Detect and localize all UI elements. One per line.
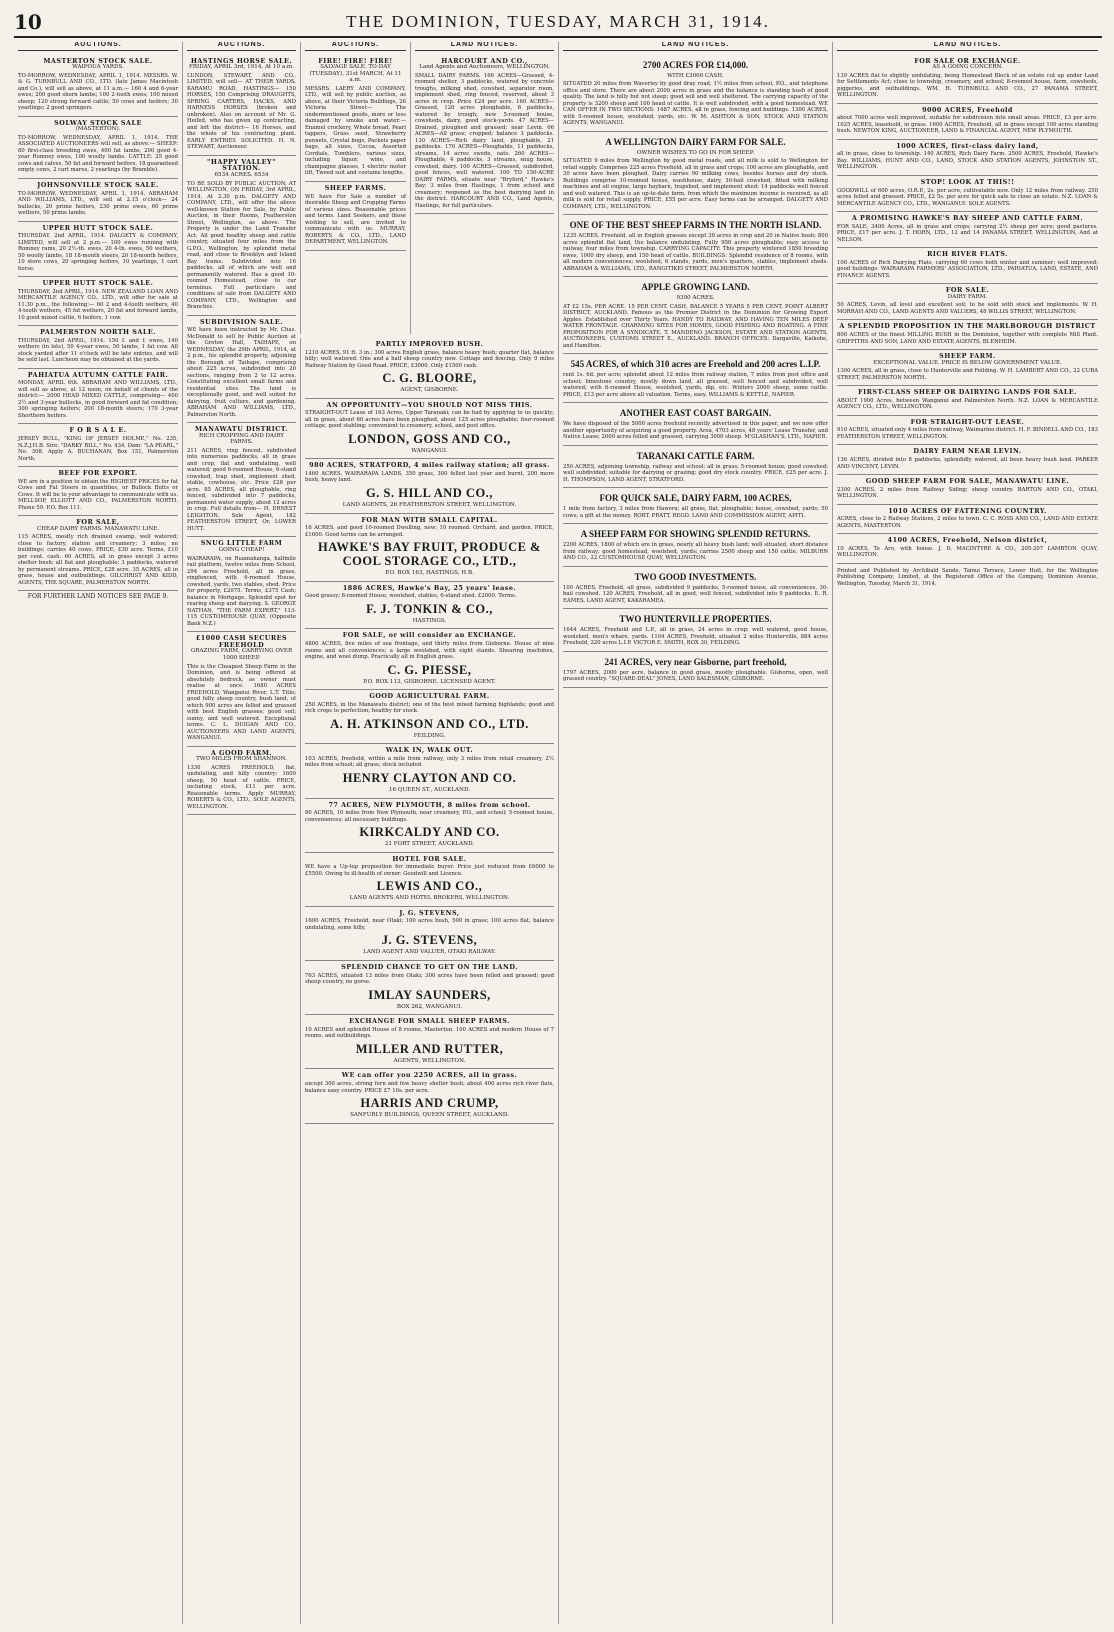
ad-body-text: AT £2 15s. PER ACRE. 15 PER CENT. CASH, BALANCE 5 YEARS 5 PER CENT. POINT ALBERT DISTRICT, AUCKLAND. Famous as the Premier District in the Dominion for Growing Export Apples. Established over Thirty Years. HANDY TO RAILWAY, AND HAVING TEN MILES DEEP WATER FRONTAGE. CHARMING SITES FOR HOMES, GOOD FISHING AND BOATING. A FINE PROPOSITION FOR A SYNDICATE. T. MANDENO JACKSON, ESTATE AND STATION AGENTS, AUCTIONEERS, CUSTOMS STREET E., AUCKLAND. BRANCH OFFICES: Dargaville, Kaikohe, and Hamilton. <box>563 303 828 349</box>
ad-headline: TWO HUNTERVILLE PROPERTIES. <box>619 614 772 625</box>
ad-headline: AN OPPORTUNITY—YOU SHOULD NOT MISS THIS. <box>326 400 533 409</box>
ad-headline: A SHEEP FARM FOR SHOWING SPLENDID RETURNS. <box>580 529 811 540</box>
ad-body-text: TO-MORROW, WEDNESDAY, APRIL 1, 1914. ABRAHAM AND WILLIAMS, LTD., will sell at 2.15 o'clock— 24 bullocks, 20 prime heifers, 230 prime ewes, 60 prime wethers, 50 prime lambs. <box>18 190 178 217</box>
ad-headline: 241 ACRES, very near Gisborne, part freehold, <box>604 656 787 667</box>
ad-headline: 1010 ACRES OF FATTENING COUNTRY. <box>888 506 1047 515</box>
ad-body-text: 763 ACRES, situated 13 miles from Otaki; 300 acres have been felled and grassed; good sheep country, no gorse. <box>305 972 554 986</box>
ad-subhead: AS A GOING CONCERN. <box>932 64 1003 71</box>
advertisement <box>563 354 828 403</box>
advertisement <box>837 534 1098 564</box>
advertisement <box>563 55 828 132</box>
column-land-notices-3 <box>832 42 1102 1624</box>
advertisement <box>305 799 554 853</box>
ad-subhead: (MASTERTON). <box>75 126 121 133</box>
column-header: LAND NOTICES. <box>415 42 554 51</box>
ad-headline: A SPLENDID PROPOSITION IN THE MARLBOROUGH DISTRICT <box>839 322 1096 331</box>
advertisement <box>305 514 554 582</box>
agent-address: AGENTS, WELLINGTON. <box>393 1057 466 1064</box>
column-header: LAND NOTICES. <box>837 42 1098 51</box>
advertisement <box>305 961 554 1015</box>
advertisement <box>837 505 1098 535</box>
ad-headline: TARANAKI CATTLE FARM. <box>636 450 755 461</box>
ad-headline: FOR MAN WITH SMALL CAPITAL. <box>361 515 498 524</box>
ad-body-text: WE have a Up-top proposition for immediate buyer. Price just reduced from £6000 to £5500. Owing to ill-health of owner. Goodwill and Licence. <box>305 864 554 877</box>
agent-name: HARRIS AND CRUMP, <box>360 1096 499 1111</box>
agent-address: LAND AGENT AND VALUER, OTAKI RAILWAY. <box>363 949 496 956</box>
column-land-notices-1 <box>410 42 558 334</box>
advertisement <box>563 567 828 610</box>
ad-headline: FOR SALE, or will consider an EXCHANGE. <box>342 631 517 640</box>
advertisement <box>837 212 1098 248</box>
ad-headline: WE can offer you 2250 ACRES, all in grass. <box>341 1071 518 1080</box>
advertisement <box>305 582 554 630</box>
advertisement <box>837 350 1098 386</box>
agent-address: FEILDING. <box>413 732 446 739</box>
advertisement <box>837 386 1098 416</box>
ad-body-text: 1644 ACRES, Freehold and L.P., all in grass, 24 acres in crop; well watered, good house, woolshed, men's whare, yards. 1104 ACRES, Freehold, situated 2 miles Hunterville, 884 acres Freehold, 220 acres L.I.P. VICTOR E. SMITH, BOX 30, FEILDING. <box>563 627 828 647</box>
ad-headline: TWO GOOD INVESTMENTS. <box>634 571 757 582</box>
ad-body-text: 115 ACRES, mostly rich drained swamp, well watered; close to factory, station and creamery; 3 miles; no buildings; carries 40 cows. PRICE, £30 acre. Terms, £10 per cent. cash. 60 ACRES, all in grass except 3 acres shelter bush; all flat and ploughable; 3 paddocks, watered by permanent streams. PRICE, £28 acre. 35 ACRES, all in grass, house and outbuildings. GILCHRIST AND KIDD, AGENTS, THE SQUARE, PALMERSTON NORTH. <box>18 534 178 586</box>
ad-headline: PAHIATUA AUTUMN CATTLE FAIR. <box>27 370 169 379</box>
agent-name: C. G. PIESSE, <box>387 662 472 677</box>
ad-body-text: 80 ACRES, 10 miles from New Plymouth, near creamery, P.O., and school; 5-roomed house, conveniences; all necessary buildings. <box>305 810 554 823</box>
advertisement <box>18 55 178 117</box>
ad-body-text: STRAIGHT-OUT Lease of 163 Acres, Upper Taranaki; can be had by applying to us quickly; all in grass, about 60 acres have been ploughed, about 125 acres ploughable; four-roomed cottage, good stabling; convenient to creamery, school, and post office. <box>305 410 554 430</box>
ad-body-text: 1460 ACRES, WAIRARAPA LANDS, 350 grass, 300 felled last year and burnt, 200 more bush, heavy land. <box>305 470 554 484</box>
ad-headline: FOR QUICK SALE, DAIRY FARM, 100 ACRES, <box>599 493 792 504</box>
ad-headline: A PROMISING HAWKE'S BAY SHEEP AND CATTLE FARM. <box>851 214 1084 223</box>
ad-headline: UPPER HUTT STOCK SALE. <box>42 279 154 288</box>
advertisement <box>305 690 554 744</box>
ad-headline: JOHNSONVILLE STOCK SALE. <box>37 180 159 189</box>
ad-body-text: SITUATED 20 miles from Waverley by good dray road, 1½ miles from school, P.O., and telephone office and store. There are about 2000 acres in grass and the balance is standing bush of good quality. The land is hilly but not steep; good soil and well sheltered. The carrying capacity of the property is 3200 sheep and 100 head of cattle. It is well subdivided, with a good homestead. WE CAN OFFER IN TWO SECTIONS: 1487 ACRES, all in grass, fencing and buildings. 1300 ACRES, with 5-roomed house, woolshed, yards, etc. W. M. ASHTON & SON, STOCK AND STATION AGENTS, WANGANUI. <box>563 81 828 127</box>
ad-headline: FOR SALE OR EXCHANGE. <box>914 56 1021 65</box>
column-center-ads <box>300 338 558 1624</box>
agent-address: LAND AGENTS AND HOTEL BROKERS, WELLINGTON. <box>349 895 510 902</box>
masthead <box>14 6 1102 38</box>
ad-subhead: WITH £3000 CASH. <box>667 72 724 79</box>
ad-headline: FIRST-CLASS SHEEP OR DAIRYING LANDS FOR SALE. <box>858 388 1077 397</box>
ad-subhead: CHEAP DAIRY FARMS. MANAWATU LINE. <box>36 525 160 532</box>
ad-body-text: 4800 ACRES, five miles of sea frontage, and thirty miles from Gisborne. House of nine rooms and all conveniences; a large woolshed, with eight stands. Shearing machines, engine, and wool dump. Practically all in English grass. <box>305 641 554 661</box>
ad-body-text: 1600 ACRES, Freehold, near Otaki; 100 acres bush, 500 in grass; 100 acres flat, balance undulating, some hilly. <box>305 918 554 931</box>
column-land-notices-2 <box>558 42 832 1624</box>
ad-body-text: 1235 ACRES, Freehold, all in English grasses except 30 acres in crop and 20 in Native bush; 800 acres splendid flat land, the balance undulating. Fully 950 acres ploughable; easy access to railway, four miles from township. CARRYING CAPACITY: This property wintered 1850 breeding ewes, 1000 dry sheep, and 150 head of cattle. BUILDINGS: Splendid residence of 8 rooms, with all modern conveniences; woolshed, 6 stands, yards, men's quarters, stables, implement sheds. ABRAHAM & WILLIAMS, LTD., RANGITIKEI STREET, PALMERSTON NORTH. <box>563 233 828 272</box>
advertisement <box>837 475 1098 505</box>
ad-body-text: about 7000 acres well improved, suitable for subdivision into small areas. PRICE, £3 per acre. 1025 ACRES, leasehold, in grass. 1600 ACRES, Freehold, all in grass except 100 acres standing bush. NEWTON KING, AUCTIONEER, LAND & FINANCIAL AGENT, NEW PLYMOUTH. <box>837 115 1098 135</box>
column-header: LAND NOTICES. <box>563 42 828 51</box>
advertisement <box>563 446 828 489</box>
ad-body-text: GOODWILL of 600 acres, O.R.P., 2s. per acre, cultivatable now. Only 12 miles from railway. 250 acres felled and grassed. PRICE, £2 5s. per acre for quick sale to close an estate. N.Z. LOAN & MERCANTILE AGENCY CO., LTD., WANGANUI: SOLE AGENTS. <box>837 187 1098 207</box>
advertisement <box>18 369 178 425</box>
advertisement <box>305 55 406 182</box>
ad-headline: 4100 ACRES, Freehold, Nelson district, <box>887 536 1048 545</box>
ad-body-text: 1210 ACRES, 91 ft. 3 in.; 300 acres English grass, balance heavy bush; quarter flat, balance hilly; well watered. One and a half sheep country now. Cottage and fencing. Only 9 miles Railway Station by Good Road. PRICE, £3000. Only £1500 cash. <box>305 349 554 369</box>
ad-subhead: GOING CHEAP! <box>218 547 265 554</box>
agent-name: LEWIS AND CO., <box>376 879 483 894</box>
ad-headline: MASTERTON STOCK SALE. <box>43 56 153 65</box>
advertisement <box>837 140 1098 176</box>
column-header: AUCTIONS. <box>305 42 406 51</box>
ad-body-text: SITUATED 9 miles from Wellington by good metal roads, and all milk is sold to Wellington for retail supply. Comprises 225 acres Freehold, all in grass and crops; 100 acres are ploughable, and 30 acres have been ploughed. Dairy carries 90 milking cows, besides horses and dry stock. Buildings comprise 10-roomed house, washhouse, dairy, 30-bail cowshed, fitted with milking machines and oil engine, large haybarn, trapshed, and implement shed; 14 paddocks well fenced and well watered. This is an up-to-date farm, from which the maximum income is received, as all milk is sold for retail supply. PRICE, £55 per acre. Easy terms can be arranged. DALGETY AND COMPANY, LTD., WELLINGTON. <box>563 158 828 210</box>
advertisement <box>837 445 1098 475</box>
ad-body-text: 2300 ACRES, 2 miles from Railway Siding; sheep country. BARTON AND CO., OTAKI, WELLINGTON. <box>837 486 1098 500</box>
agent-name: F. J. TONKIN & CO., <box>366 601 493 616</box>
ad-body-text: 211 ACRES, ring fenced, subdivided into numerous paddocks, all in grass and crop, flat and undulating, well watered; good 6-roomed House, 6-stand cowshed, trap shed, implement shed, stable, cowhouse, etc. Price £28 per acre. 85 ACRES, all ploughable, ring fenced, subdivided into 7 paddocks, permanent water supply, about 12 acres in crop. Full details from— H. ERNEST LEIGHTON, Sole Agent, 182 FEATHERSTON STREET, Or, LOWER HUTT. <box>187 447 296 532</box>
ad-body-text: except 300 acres, strong fern and few heavy shelter bush; about 400 acres rich river flats, balance easy country. PRICE £7 10s. per acre. <box>305 1081 554 1094</box>
agent-name: IMLAY SAUNDERS, <box>368 987 491 1002</box>
ad-headline: HARCOURT AND CO., <box>441 56 528 65</box>
ad-headline: ONE OF THE BEST SHEEP FARMS IN THE NORTH ISLAND. <box>569 220 822 231</box>
advertisement <box>18 179 178 222</box>
advertisement <box>563 652 828 688</box>
ad-body-text: 1330 ACRES FREEHOLD, flat, undulating, and hilly country; 1600 sheep, 50 head of cattle. PRICE, including stock, £11 per acre. Reasonable terms. Apply MURRAY, ROBERTS & CO., LTD., SOLE AGENTS, WELLINGTON. <box>187 764 296 810</box>
ad-headline: ANOTHER EAST COAST BARGAIN. <box>619 408 772 419</box>
agent-name: LONDON, GOSS AND CO., <box>348 431 511 446</box>
ad-headline: SHEEP FARM. <box>939 352 996 361</box>
agent-address: P.O. BOX 163, HASTINGS, H.B. <box>385 570 474 577</box>
ad-subhead: 6534 ACRES. 6534 <box>214 171 269 178</box>
ad-headline: RICH RIVER FLATS. <box>927 250 1008 259</box>
advertisement <box>18 516 178 591</box>
ad-body-text: JERSEY BULL, "KING OF JERSEY HOLME," No. 235, N.Z.J.H.B. Sire: "DARKY BILL," No. 434. Dam: "LA PEARL," No. 308. Apply A. BUCHANAN, Box 151, Palmerston North. <box>18 436 178 462</box>
ad-body-text: THURSDAY, 2nd APRIL, 1914. 150 f. and f. ewes, 140 wethers (in lots), 50 4-year ewes, 50 lambs, 1 fat cow. All stock yarded after 11 o'clock will be late entries, and will be sold last. Luncheon may be obtained at the yards. <box>18 337 178 364</box>
ad-headline: SPLENDID CHANCE TO GET ON THE LAND. <box>341 963 518 972</box>
advertisement <box>563 488 828 524</box>
ad-body-text: Good grassy; 8-roomed House, woolshed, stables, 6-stand shed. £2000. Terms. <box>305 593 517 600</box>
ad-headline: GOOD SHEEP FARM FOR SALE, MANAWATU LINE. <box>865 477 1070 485</box>
ad-body-text: 100 ACRES, Freehold, all grass, subdivided 9 paddocks, 5-roomed house, all conveniences, 30-bail cowshed. 120 ACRES, Freehold, all in good, well fenced, subdivided into 9 paddocks. E. R. EAMES, LAND AGENT, KAKARAMEA. <box>563 584 828 604</box>
agent-address: P.O. BOX 113, GISBORNE. LICENSED AGENT. <box>363 678 496 685</box>
advertisement <box>305 1015 554 1069</box>
ad-headline: WALK IN, WALK OUT. <box>385 746 474 755</box>
ad-headline: SOLWAY STOCK SALE <box>54 118 142 127</box>
ad-headline: F O R S A L E. <box>69 426 127 435</box>
ad-headline: APPLE GROWING LAND. <box>641 282 750 293</box>
advertisement <box>837 416 1098 446</box>
ad-body-text: We have disposed of the 5000 acres freehold recently advertised in this paper, and we now offer another opportunity of acquiring a good property. Area, 4703 acres, 48 years' Lease Transfer, and Native Lease; 2000 acres felled and grassed, carrying 3000 sheep. M'GLASHAN'S, LTD., NAPIER. <box>563 421 828 441</box>
ad-headline: A GOOD FARM. <box>210 748 273 757</box>
ad-body-text: SMALL DAIRY FARMS. 166 ACRES—Grassed, 4-roomed shelter, 3 paddocks, watered by concrete troughs, milking shed, cowshed, separator room, implement shed, ring fenced, reserved, about 3 acres in crop. Price £24 per acre. 160 ACRES—Grassed, 120 acres ploughable, 6 paddocks, watered by trough; new 5-roomed house, cowsheds, dairy, good stock-yards. 47 ACRES—Drained, ploughed and grassed; near Levin. 66 ACRES—All grass; cropped; balance 3 paddocks. 130 ACRES—Rich dairy land, ploughable, 21 paddocks. 170 ACRES—Ploughable, 11 paddocks, streams, 14 acres swede, oats. 260 ACRES—Ploughable, 4 paddocks, 3 streams, snug house, cowshed, dairy. 100 ACRES—Grassed, subdivided, good fences, well watered. 100 TO 150-ACRE DAIRY FARMS, situate near "Bryford," Hawke's Bay; 3 miles from Hastings, 1 from school and creamery; reopened as the best dairying land in the district. HARCOURT AND CO., Land Agents, Hastings, for full particulars. <box>415 72 554 209</box>
ad-body-text: 16 ACRES, and good 10-roomed Dwelling, new; 10 roomed. Orchard, and garden. PRICE, £1600. Good terms can be arranged. <box>305 525 554 538</box>
ad-headline: 545 ACRES, of which 310 acres are Freehold and 200 acres L.I.P. <box>570 359 821 370</box>
ad-headline: MANAWATU DISTRICT. <box>195 425 288 434</box>
agent-name: KIRKCALDY AND CO. <box>359 825 500 840</box>
advertisement <box>305 629 554 690</box>
agent-name: C. G. BLOORE, <box>382 371 477 386</box>
ad-body-text: 139 ACRES flat to slightly undulating, being Homestead Block of an estate cut up under Land for Settlements Act; close to township, creamery, and school; 8-roomed house, farm, cowsheds, piggeries, and outbuildings. WM. H. TURNBULL AND CO., 27 PANAMA STREET, WELLINGTON. <box>837 72 1098 99</box>
advertisement <box>563 403 828 446</box>
ad-headline: HASTINGS HORSE SALE. <box>190 56 293 65</box>
ad-headline: EXCHANGE FOR SMALL SHEEP FARMS. <box>349 1017 510 1026</box>
advertisement <box>187 747 296 816</box>
advertisement <box>305 853 554 907</box>
ad-headline: BEEF FOR EXPORT. <box>58 469 138 478</box>
agent-address: BOX 262, WANGANUI. <box>396 1003 463 1010</box>
advertisement <box>837 284 1098 320</box>
advertisement <box>563 277 828 354</box>
column-header: AUCTIONS. <box>187 42 296 51</box>
printer-imprint: Printed and Published by Archibald Sando, Tainui Terrace, Lower Hutt, for the Wellington Publishing Company, Limited, at the Registered Office of the Company, Dominion Avenue, Wellington, Tuesday, March 31, 1914. <box>837 567 1098 587</box>
ad-body-text: TO-MORROW, WEDNESDAY, APRIL 1, 1914. MESSRS. W. & G. TURNBULL AND CO., LTD. (late James Macintosh and Co.), will sell as above, at 11 a.m.— 160 4 and 6-year ewes; 200 good shorn lambs; 100 2-tooth ewes; 100 mixed sheep; 120 strong forward cattle; 50 cows and heifers; 30 yearlings; 2 good springers. <box>18 72 178 112</box>
ad-headline: £1000 CASH SECURES FREEHOLD <box>195 634 288 649</box>
ad-headline: 9000 ACRES, Freehold <box>922 105 1013 114</box>
ad-body-text: 1300 ACRES, all in grass, close to Hunterville and Feilding. W. H. LAMBERT AND CO., 22 CUBA STREET, PALMERSTON NORTH. <box>837 368 1098 381</box>
agent-name: A. H. ATKINSON AND CO., LTD. <box>330 716 529 731</box>
advertisement <box>187 423 296 537</box>
agent-address: SANFURLY BUILDINGS, QUEEN STREET, AUCKLAND. <box>350 1112 509 1119</box>
advertisement <box>18 117 178 179</box>
column-auctions-1 <box>14 42 182 1624</box>
advertisement <box>305 907 554 961</box>
ad-headline: STOP! LOOK AT THIS!! <box>920 177 1015 186</box>
agent-address: 16 QUEEN ST., AUCKLAND. <box>388 786 471 793</box>
ad-body-text: 50 ACRES, Levin, all level and excellent soil; to be sold with stock and implements. W. H. MORRAH AND CO., LAND AGENTS AND VALUERS, 48 WILLIS STREET, WELLINGTON. <box>837 302 1098 315</box>
agent-name: MILLER AND RUTTER, <box>355 1041 504 1056</box>
ad-subhead: OWNER WISHES TO GO IN FOR SHEEP. <box>636 149 755 156</box>
ad-headline: FOR SALE, <box>76 518 120 527</box>
page-columns <box>14 42 1102 1624</box>
ad-body-text: TO BE SOLD BY PUBLIC AUCTION, AT WELLINGTON, ON FRIDAY, 3rd APRIL, 1914, At 2.30 p.m. DALGETY AND COMPANY, LTD., will offer the above well-known Station for Sale, by Public Auction, in their Rooms, Featherston Street, Wellington, as above. The Property is under the Land Transfer Act. All good healthy sheep and cattle country, situated four miles from the G.P.O., Wellington, by splendid metal road, and close to Brooklyn and Island Bay trams. Subdivided into 16 paddocks, all of which are well and permanently watered. Has a good 10-roomed Homestead, close to car terminus. Full particulars and conditions of sale from DALGETY AND COMPANY, LTD., Wellington and Branches. <box>187 180 296 311</box>
ad-body-text: MONDAY, APRIL 6th. ABRAHAM AND WILLIAMS, LTD., will sell as above, at 12 noon, on behalf of clients of the district:— 2000 HEAD MIXED CATTLE, comprising— 400 2½ and 3-year bullocks, in good forward and fat condition; 300 springing heifers; 200 18-month steers; 170 3-year Shorthorn heifers. <box>18 380 178 419</box>
advertisement <box>305 459 554 513</box>
ad-subhead: RICH CROPPING AND DAIRY FARMS. <box>199 432 284 446</box>
advertisement <box>187 55 296 156</box>
ad-subhead: FRIDAY, APRIL 3rd, 1914, At 10 a.m. <box>188 64 295 71</box>
ad-headline: UPPER HUTT STOCK SALE. <box>42 223 154 232</box>
ad-headline: PARTLY IMPROVED BUSH. <box>375 340 484 348</box>
ad-body-text: 2200 ACRES, 1800 of which are in grass, nearly all heavy bush land; well situated, short distance from railway; good homestead, woolshed, yards; carries 2500 sheep and 150 cattle. MILBURN AND CO., 22 CUSTOMHOUSE QUAY, WELLINGTON. <box>563 542 828 562</box>
advertisement <box>18 326 178 369</box>
ad-headline: GOOD AGRICULTURAL FARM. <box>369 692 490 701</box>
ad-body-text: THURSDAY, 2nd APRIL, 1914. NEW ZEALAND LOAN AND MERCANTILE AGENCY CO., LTD., will offer for sale at 11.30 p.m., the following:— 60 2 and 4-tooth wethers, 40 4-tooth wethers, 45 fat wethers, 20 fat and forward lambs, 10 good mixed cattle, 6 heifers, 1 cow. <box>18 288 178 321</box>
ad-body-text: WAIRARAPA, on Ruamahanga, halfmile rail platform, twelve miles from School, 294 acres Freehold, all in grass, ringfenced, with 6-roomed House, cowshed, yards, two stables, shed. Price for property, £2075. Terms, £375 Cash; balance in Mortgage. Splendid spot for rearing sheep and dairying. S. GEORGE NATHAN, "THE FARM EXPERT," 113-115 CUSTOMHOUSE QUAY. (Opposite Bank N.Z.) <box>187 555 296 627</box>
ad-headline: DAIRY FARM NEAR LEVIN. <box>913 447 1022 456</box>
ad-body-text: 10 ACRES and splendid House of 8 rooms, Masterton. 100 ACRES and modern House of 7 rooms, and outbuildings. <box>305 1026 554 1040</box>
newspaper-title: THE DOMINION, TUESDAY, MARCH 31, 1914. <box>346 12 770 31</box>
ad-subhead: 9300 ACRES. <box>676 295 715 302</box>
ad-subhead: SALVAGE SALE. TO-DAY (TUESDAY), 31st MARCH, At 11 a.m. <box>309 64 402 84</box>
ad-body-text: MESSRS. LAERY AND COMPANY, LTD., will sell by public auction, as above, at their Victoria Buildings, 26 Victoria Street— The undermentioned goods, more or less damaged by smoke and water:— Enamel crockery, Whole bread, Pearl tappers, Grass seed, Strawberry punnets, Crystal bugs, Packets paper bags, all sizes, Cocoa, Assorted Cordials, Tumblers, various sizes, including liquor, wine, and champagne glasses, 1 electric motor lift, Tweed suit and costume lengths. <box>305 85 406 177</box>
advertisement <box>305 399 554 460</box>
ad-body-text: This is the Cheapest Sheep Farm in the Dominion, and is being offered at absolutely bedrock, as owner must realise at once. 1680 ACRES FREEHOLD, Wanganui River, L.T. Title; good hilly sheep country, bush land, of which 900 acres are felled and grassed with best English grasses; good soil; sunny, and well watered. Exceptional terms. C. L. DUIGAN AND CO., AUCTIONEERS AND LAND AGENTS, WANGANUI. <box>187 663 296 741</box>
ad-body-text: WE have been instructed by Mr. Chas. McDonald to sell by Public Auction at the Groton Hall, TAIHAPE, on WEDNESDAY, the 29th APRIL, 1914, at 2 p.m., his splendid property, adjoining the Borough of Taihape, comprising about 225 acres, subdivided into 20 sections, ranging from 2 to 12 acres. Constituting excellent small farms and residential sites. The land is exceptionally good, and well suited for dairying, fruit culture, and gardening. ABRAHAM AND WILLIAMS, LTD., Palmerston North. <box>187 327 296 418</box>
agent-address: HASTINGS. <box>412 617 447 624</box>
ad-headline: 980 ACRES, STRATFORD, 4 miles railway station; all grass. <box>309 461 550 470</box>
ad-body-text: 250 ACRES, in the Manawatu district; one of the best mixed farming highlands; good and rich crops to perfection; healthy for stock. <box>305 701 554 715</box>
advertisement <box>187 156 296 316</box>
agent-address: LAND AGENTS, 26 FEATHERSTON STREET, WELLINGTON. <box>342 501 517 508</box>
advertisement <box>18 222 178 278</box>
ad-body-text: WE are in a position to obtain the HIGHEST PRICES for fat Cows and Fat Steers in quantities, or Bullock Butts or Cows. It will be to your advantage to communicate with us. MELLSOP, ELLIOTT AND CO., PALMERSTON NORTH. Phone 59. P.O. Box 111. <box>18 478 179 511</box>
advertisement <box>563 609 828 652</box>
ad-body-text: THURSDAY, 2nd APRIL, 1914. DALGETY & COMPANY, LIMITED, will sell at 2 p.m.— 100 ewes running with Romney rams, 20 2½-th. ewes, 20 4-th. ewes, 50 wethers, 50 woolly lambs, 18 18-month steers, 20 18-month heifers, 10 store cows, 20 springing heifers, 10 yearlings, 1 cart horse. <box>18 233 178 272</box>
ad-body-text: 10 ACRES, Te Aro, with house. J. D. MACINTYRE & CO., 205-207 LAMBTON QUAY, WELLINGTON. <box>837 545 1098 559</box>
page-number: 10 <box>14 10 42 34</box>
ad-headline: 2700 ACRES FOR £14,000. <box>642 59 749 70</box>
ad-headline: A WELLINGTON DAIRY FARM FOR SALE. <box>605 136 786 147</box>
advertisement <box>187 632 296 746</box>
ad-body-text: TO-MORROW, WEDNESDAY, APRIL 1, 1914. THE ASSOCIATED AUCTIONEERS will sell, as above:— SHEEP: 80 first-class breeding ewes, 400 fat lambs, 200 good 4-year Romney ewes, 100 woolly lambs. CATTLE: 25 good cows and calves, 50 fat and forward heifers, 18 guaranteed empty cows, 2 cart mares, 2 yearlings (by Bramble). <box>18 134 178 174</box>
advertisement <box>837 248 1098 284</box>
ad-body-text: ABOUT 1900 Acres, between Wanganui and Palmerston North. N.Z. LOAN & MERCANTILE AGENCY CO., LTD., WELLINGTON. <box>837 397 1098 411</box>
ad-headline: PALMERSTON NORTH SALE. <box>40 328 156 337</box>
ad-headline: FOR STRAIGHT-OUT LEASE. <box>910 417 1025 426</box>
ad-body-text: rent 1s. 6d. per acre; splendid about 12 miles from railway station, 7 miles from post office and school; limestone country, mostly down land, all grassed, well fenced and subdivided, well watered; with 6-roomed House, woolshed, yards, dip, etc. Winters 2000 sheep, some cattle. PRICE, £13 per acre above all valuation. Terms, easy. WILLIAMS & KETTLE, NAPIER. <box>563 372 828 398</box>
ad-headline: FOR SALE. <box>945 286 990 295</box>
advertisement <box>187 316 296 424</box>
advertisement <box>187 537 296 632</box>
ad-body-text: 800 ACRES of the finest MILLING BUSH in the Dominion, together with complete Mill Plant. GRIFFITHS AND SON, LAND AND ESTATE AGENTS, BLENHEIM. <box>837 332 1098 345</box>
advertisement <box>305 1069 554 1123</box>
ad-headline: FIRE! FIRE! FIRE! <box>318 56 393 65</box>
advertisement <box>305 338 554 399</box>
ad-subhead: GRAZING FARM, CARRYING OVER 1000 SHEEP. <box>190 648 293 661</box>
advertisement <box>563 524 828 567</box>
advertisement <box>305 182 406 251</box>
column-header: AUCTIONS. <box>18 42 178 51</box>
agent-address: AGENT, GISBORNE. <box>400 387 459 394</box>
ad-headline: SHEEP FARMS. <box>324 183 387 192</box>
ad-subhead: TWO MILES FROM SHANNON. <box>196 756 287 763</box>
ad-body-text: LUNDON, STEWART, AND CO., LIMITED, will sell— AT THEIR YARDS, KARAMU ROAD, HASTINGS— 150 HORSES, 150 Comprising DRAUGHTS, SPRING CARTERS, HACKS, AND HARNESS HORSES (broken and unbroken). Also on account of Mr. G. Heifed, who has given up contracting, and left the district— 16 Horses, and the whole of his contracting plant. EARLY ENTRIES SOLICITED. H. N. STEWART, Auctioneer. <box>187 72 296 151</box>
ad-headline: SUBDIVISION SALE. <box>200 317 283 326</box>
ad-body-text: 103 ACRES, freehold, within a mile from railway, only 3 miles from retail creamery, 2½ miles from school; all grass; stock included. <box>305 755 554 769</box>
ad-headline: 1000 ACRES, first-class dairy land, <box>896 141 1039 150</box>
agent-address: 21 FORT STREET, AUCKLAND. <box>384 841 475 848</box>
ad-body-text: 1797 ACRES, 2000 per acre, balance in good grass, mostly ploughable. Gisborne, open, well grassed country. "SQUARE-DEAL" JONES, LAND SALESMAN, GISBORNE. <box>563 669 828 683</box>
advertisement <box>18 467 178 516</box>
ad-subhead: WAIPOUA YARDS. <box>72 64 124 71</box>
ad-subhead: DAIRY FARM. <box>947 293 988 300</box>
column-footer-note: FOR FURTHER LAND NOTICES SEE PAGE 9. <box>27 593 169 601</box>
ad-subhead: Land Agents and Auctioneers, WELLINGTON. <box>419 64 550 71</box>
ad-subhead: EXCEPTIONAL VALUE. PRICE IS BELOW GOVERNMENT VALUE. <box>873 359 1062 366</box>
ad-headline: "HAPPY VALLEY" STATION. <box>207 157 276 173</box>
column-auctions-3 <box>300 42 410 334</box>
advertisement <box>563 215 828 277</box>
ad-body-text: 136 ACRES, divided into 8 paddocks, splendidly watered, all been heavy bush land. PARKER AND VINCENT, LEVIN. <box>837 457 1098 470</box>
ad-body-text: 100 ACRES of Rich Dairying Flats, carrying 60 cows both winter and summer; well improved; good buildings. WAIRARAPA FARMERS' ASSOCIATION, LTD., PAHIATUA, LAND, ESTATE, AND FINANCE AGENTS. <box>837 259 1098 279</box>
ad-body-text: FOR SALE, 3400 Acres, all in grass and crops; carrying 2½ sheep per acre; good pastures. PRICE, £17 per acre. J. T. HORN, LTD., 12 and 14 PANAMA STREET, WELLINGTON, And at NELSON. <box>837 223 1098 243</box>
ad-headline: HOTEL FOR SALE. <box>392 854 467 863</box>
ad-body-text: WE have For Sale a number of desirable Sheep and Cropping Farms of various sizes. Reasonable prices and terms. Land Seekers, and those wishing to sell, are invited to communicate with us. MURRAY, ROBERTS & CO., LTD., LAND DEPARTMENT, WELLINGTON. <box>305 193 406 246</box>
advertisement <box>837 176 1098 212</box>
agent-name: HENRY CLAYTON AND CO. <box>342 770 517 785</box>
ad-body-text: 250 ACRES, adjoining township, railway and school; all in grass; 5-roomed house; good cowshed; well subdivided; suitable for dairying or grazing; good dry stock country. PRICE, £25 per acre. J. H. THOMPSON, LAND AGENT, STRATFORD. <box>563 463 828 483</box>
advertisement <box>305 744 554 798</box>
column-auctions-2 <box>182 42 300 1624</box>
ad-body-text: all in grass, close to township. 140 ACRES, Rich Dairy Farm. 2500 ACRES, Freehold, Hawke's Bay. WILLIAMS, HUNT AND CO., LAND, STOCK AND STATION AGENTS, JOHNSTON ST., WELLINGTON. <box>837 151 1098 171</box>
agent-name: J. G. STEVENS, <box>381 933 478 948</box>
ad-headline: J. G. STEVENS, <box>399 908 460 917</box>
advertisement <box>837 55 1098 104</box>
advertisement <box>837 320 1098 350</box>
agent-address: WANGANUI. <box>411 447 448 454</box>
advertisement <box>18 277 178 326</box>
ad-headline: 77 ACRES, NEW PLYMOUTH, 8 miles from school. <box>328 800 531 809</box>
agent-name: G. S. HILL AND CO., <box>366 485 493 500</box>
ad-body-text: ACRES, close to 2 Railway Stations, 2 miles to town. C. C. ROSS AND CO., LAND AND ESTATE AGENTS, MASTERTON. <box>837 516 1098 529</box>
advertisement <box>563 132 828 216</box>
ad-body-text: 1 mile from factory, 3 miles from Hawera; all grass, flat, ploughable; house, cowshed, yards; 50 cows; a gift at the money. ROBT. PRATT, REGD. LAND AND COMMISSION AGENT, APITI. <box>563 506 828 519</box>
ad-headline: SNUG LITTLE FARM <box>200 539 283 548</box>
advertisement <box>415 55 554 215</box>
agent-name: HAWKE'S BAY FRUIT, PRODUCE & COOL STORAGE CO., LTD., <box>318 540 541 569</box>
ad-body-text: 910 ACRES, situated only 4 miles from railway, Waimarino district. H. F. BINDELL AND CO., 183 FEATHERSTON STREET, WELLINGTON. <box>837 427 1099 440</box>
advertisement <box>18 424 178 467</box>
ad-headline: 1886 ACRES, Hawke's Bay, 25 years' lease. <box>342 583 517 592</box>
advertisement <box>837 104 1098 140</box>
